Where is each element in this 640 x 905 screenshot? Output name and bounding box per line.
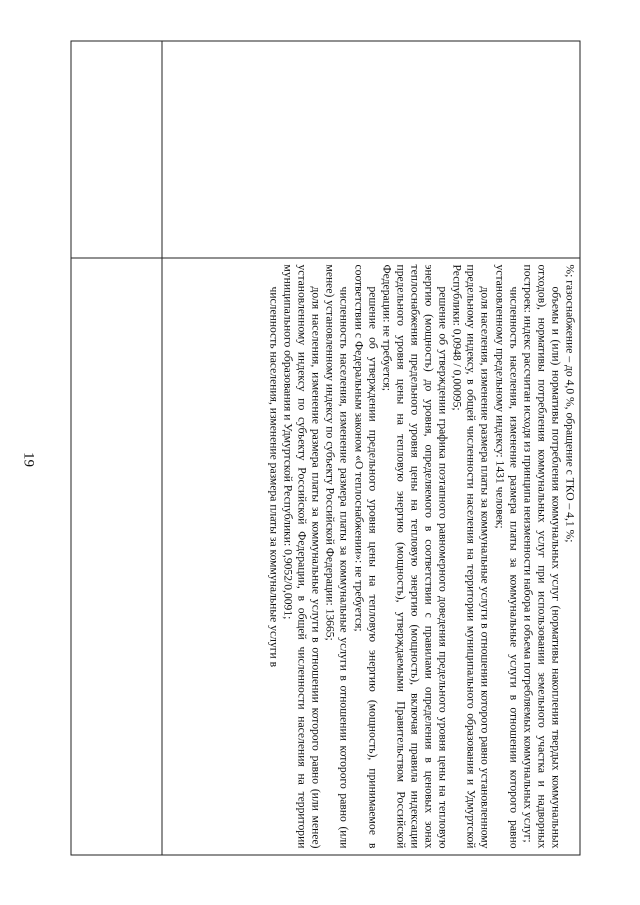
paragraph: численность населения, изменение размера платы за коммунальные услуги в отношении которого равно установленному предельному индексу: 1431 человек; <box>492 264 520 848</box>
paragraph: численность населения, изменение размера платы за коммунальные услуги в отношении которого равно (или менее) установленному индексу по субъекту Российской Федерации: 13665; <box>323 264 351 848</box>
page-number: 19 <box>20 452 37 467</box>
document-table <box>70 40 580 855</box>
rotated-page-area <box>70 40 580 855</box>
table-cell-empty <box>71 258 161 854</box>
table-row <box>71 41 161 854</box>
paragraph: объемы и (или) нормативы потребления коммунальных услуг (нормативы накопления твердых коммунальных отходов), нормативы потребления коммунальных услуг при использовании земельного участка и надворных построек: индекс рассчитан исходя из принципа неизменности набора и объема потребляемых коммунальных услуг; <box>520 264 562 848</box>
paragraph: доля населения, изменение размера платы за коммунальные услуги в отношении которого равно (или менее) установленному индексу по субъекту Российской Федерации, в общей численности населения на территории муниципального образования и Удмуртской Республики: 0,9052/0,0091; <box>281 264 323 848</box>
paragraph: доля населения, изменение размера платы за коммунальные услуги в отношении которого равно установленному предельному индексу, в общей численности населения на территории муниципального образования и Удмуртской Республики: 0,0948 / 0,00095; <box>450 264 492 848</box>
paragraph: %; газоснабжение – до 4,0 %, обращение с ТКО – 4,1 %; <box>563 264 576 542</box>
paragraph: решение об утверждении предельного уровня цены на тепловую энергию (мощность), принимаемое в соответствии с Федеральным законом «О теплоснабжении»: не требуется; <box>351 264 379 848</box>
table-cell-empty <box>71 41 161 258</box>
table-row <box>161 41 579 854</box>
paragraph: численность населения, изменение размера платы за коммунальные услуги в <box>267 286 281 667</box>
table-cell-text <box>162 258 579 854</box>
table-cell-empty <box>162 41 579 258</box>
paragraph: решение об утверждении графика поэтапного равномерного доведения предельного уровня цены на тепловую энергию (мощность) до уровня, определяемого в соответствии с правилами определения в ценовых зонах теплоснабжения предельного уровня цены на тепловую энергию (мощность), включая правила индексации предельного уровня цены на тепловую энергию (мощность), утверждаемыми Правительством Российской Федерации: не требуется; <box>379 264 450 848</box>
